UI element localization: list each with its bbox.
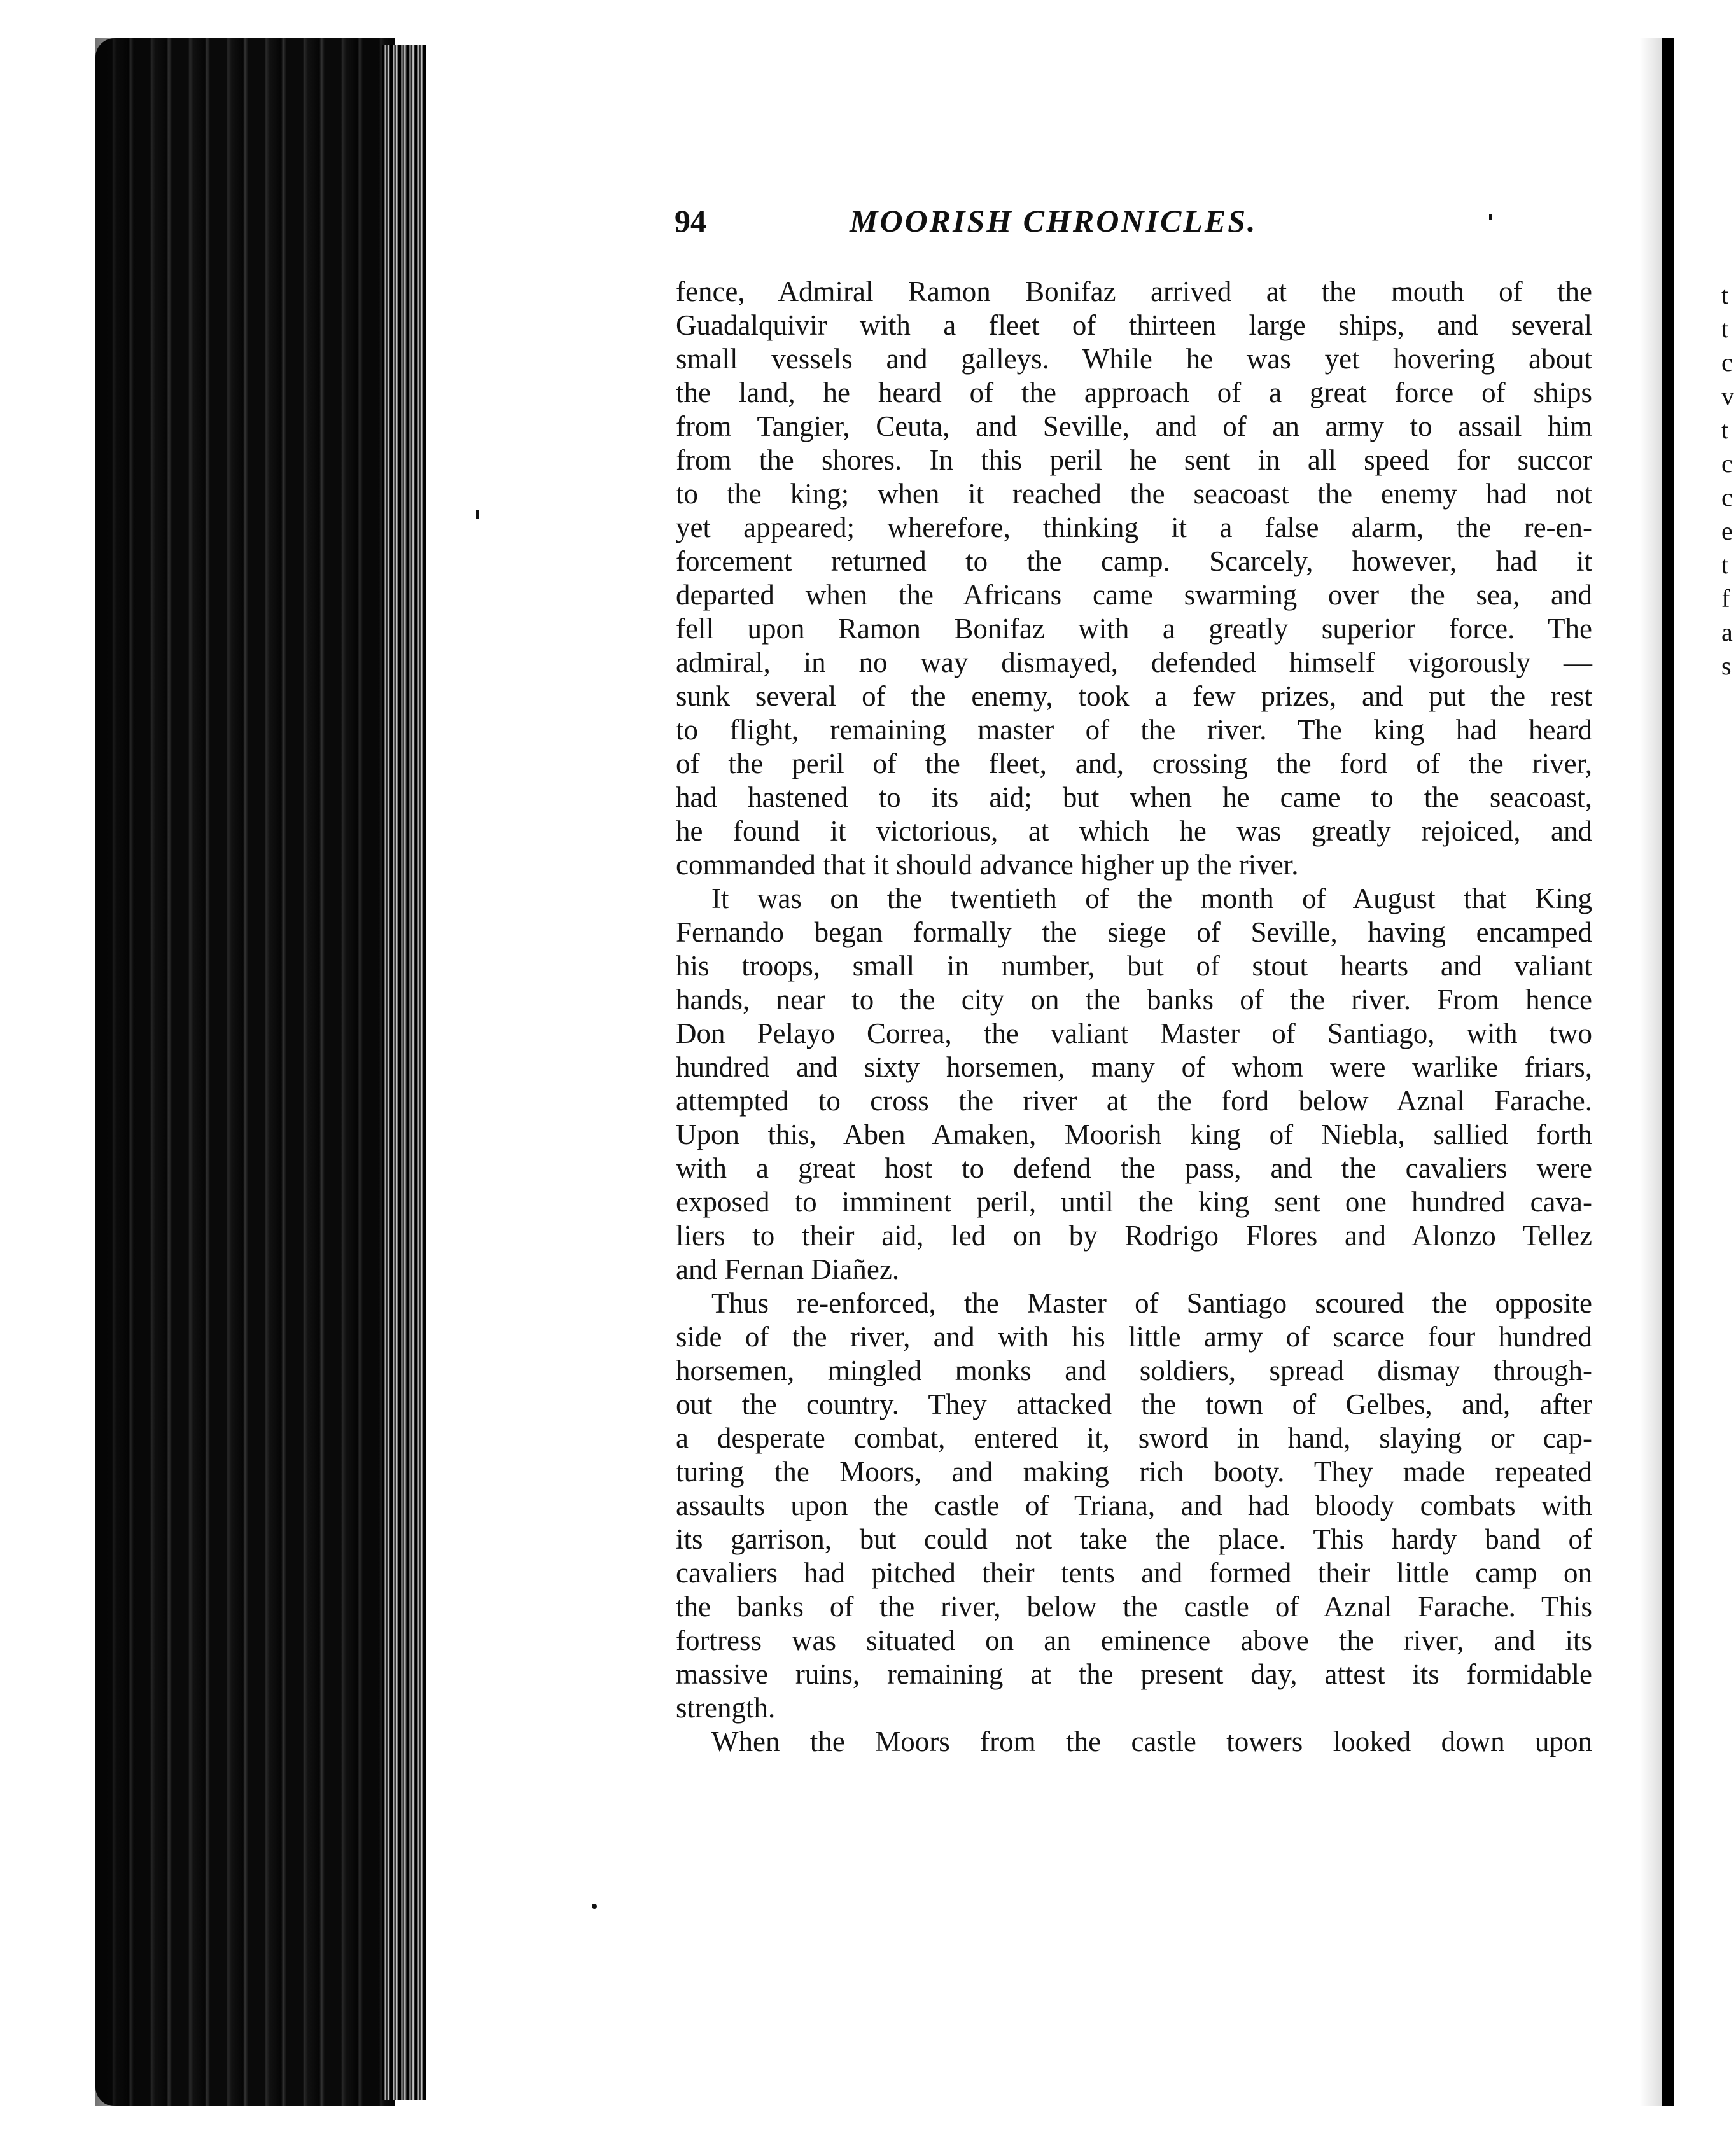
text-line: Guadalquivir with a fleet of thirteen large ships, and several: [676, 309, 1592, 341]
facing-page-letter: t: [1721, 550, 1729, 579]
page-header: [675, 202, 1336, 241]
facing-page-letter: c: [1721, 449, 1733, 478]
text-line: massive ruins, remaining at the present day, attest its formidable: [676, 1658, 1592, 1690]
text-line: he found it victorious, at which he was greatly rejoiced, and: [676, 815, 1592, 847]
book-fore-edge-shading: [95, 38, 395, 2106]
facing-page-letter: v: [1721, 382, 1734, 410]
text-line: its garrison, but could not take the place. This hardy band of: [676, 1523, 1592, 1555]
text-line: hundred and sixty horsemen, many of whom were warlike friars,: [676, 1051, 1592, 1083]
text-line: to the king; when it reached the seacoast the enemy had not: [676, 478, 1592, 510]
text-line: fence, Admiral Ramon Bonifaz arrived at the mouth of the: [676, 276, 1592, 307]
text-line: fell upon Ramon Bonifaz with a greatly superior force. The: [676, 613, 1592, 645]
running-head: MOORISH CHRONICLES.: [850, 203, 1257, 239]
facing-page-letter: a: [1721, 618, 1733, 646]
text-line: liers to their aid, led on by Rodrigo Flores and Alonzo Tellez: [676, 1220, 1592, 1252]
text-line: Fernando began formally the siege of Seville, having encamped: [676, 916, 1592, 948]
text-line: forcement returned to the camp. Scarcely, however, had it: [676, 545, 1592, 577]
text-line: Don Pelayo Correa, the valiant Master of Santiago, with two: [676, 1017, 1592, 1049]
page-stack-edge: [382, 45, 426, 2100]
text-line: commanded that it should advance higher up the river.: [676, 849, 1299, 881]
page-number: 94: [675, 203, 706, 239]
facing-page-letter: t: [1721, 314, 1729, 343]
text-line: from Tangier, Ceuta, and Seville, and of an army to assail him: [676, 410, 1592, 442]
scan-speck: [1489, 214, 1492, 220]
facing-page-letter: e: [1721, 517, 1733, 545]
gutter-shadow: [1639, 38, 1665, 2106]
text-line: a desperate combat, entered it, sword in hand, slaying or cap-: [676, 1422, 1592, 1454]
text-line: It was on the twentieth of the month of August that King: [711, 883, 1592, 914]
facing-page-letter: s: [1721, 652, 1732, 680]
text-line: to flight, remaining master of the river. The king had heard: [676, 714, 1592, 746]
text-line: Thus re-enforced, the Master of Santiago scoured the opposite: [711, 1287, 1592, 1319]
text-line: cavaliers had pitched their tents and formed their little camp on: [676, 1557, 1592, 1589]
text-line: with a great host to defend the pass, and the cavaliers were: [676, 1152, 1592, 1184]
facing-page-letter: f: [1721, 584, 1730, 613]
text-line: Upon this, Aben Amaken, Moorish king of Niebla, sallied forth: [676, 1119, 1592, 1150]
text-line: from the shores. In this peril he sent in all speed for succor: [676, 444, 1592, 476]
text-line: turing the Moors, and making rich booty. They made repeated: [676, 1456, 1592, 1488]
text-line: yet appeared; wherefore, thinking it a false alarm, the re-en-: [676, 512, 1592, 543]
text-line: and Fernan Diañez.: [676, 1253, 900, 1285]
facing-page-letter: c: [1721, 348, 1733, 377]
text-line: horsemen, mingled monks and soldiers, spread dismay through-: [676, 1355, 1592, 1386]
text-line: fortress was situated on an eminence above the river, and its: [676, 1624, 1592, 1656]
text-line: attempted to cross the river at the ford below Aznal Farache.: [676, 1085, 1592, 1117]
text-line: sunk several of the enemy, took a few prizes, and put the rest: [676, 680, 1592, 712]
text-line: exposed to imminent peril, until the king sent one hundred cava-: [676, 1186, 1592, 1218]
text-line: admiral, in no way dismayed, defended himself vigorously —: [676, 646, 1592, 678]
text-line: small vessels and galleys. While he was yet hovering about: [676, 343, 1592, 375]
facing-page-letter: t: [1721, 415, 1729, 444]
text-line: When the Moors from the castle towers looked down upon: [711, 1726, 1592, 1757]
body-text: [676, 275, 1592, 1759]
text-line: departed when the Africans came swarming over the sea, and: [676, 579, 1592, 611]
text-line: the land, he heard of the approach of a great force of ships: [676, 377, 1592, 408]
text-line: strength.: [676, 1692, 776, 1724]
text-line: out the country. They attacked the town of Gelbes, and, after: [676, 1388, 1592, 1420]
scan-speck: [476, 510, 479, 519]
text-line: had hastened to its aid; but when he came to the seacoast,: [676, 781, 1592, 813]
facing-page-letter: c: [1721, 483, 1733, 512]
text-line: hands, near to the city on the banks of the river. From hence: [676, 984, 1592, 1016]
text-line: assaults upon the castle of Triana, and had bloody combats with: [676, 1490, 1592, 1521]
text-line: side of the river, and with his little army of scarce four hundred: [676, 1321, 1592, 1353]
text-line: his troops, small in number, but of stout hearts and valiant: [676, 950, 1592, 982]
text-line: of the peril of the fleet, and, crossing the ford of the river,: [676, 748, 1592, 779]
scan-speck: [592, 1904, 597, 1909]
facing-page-letter: t: [1721, 281, 1729, 309]
text-line: the banks of the river, below the castle of Aznal Farache. This: [676, 1591, 1592, 1623]
